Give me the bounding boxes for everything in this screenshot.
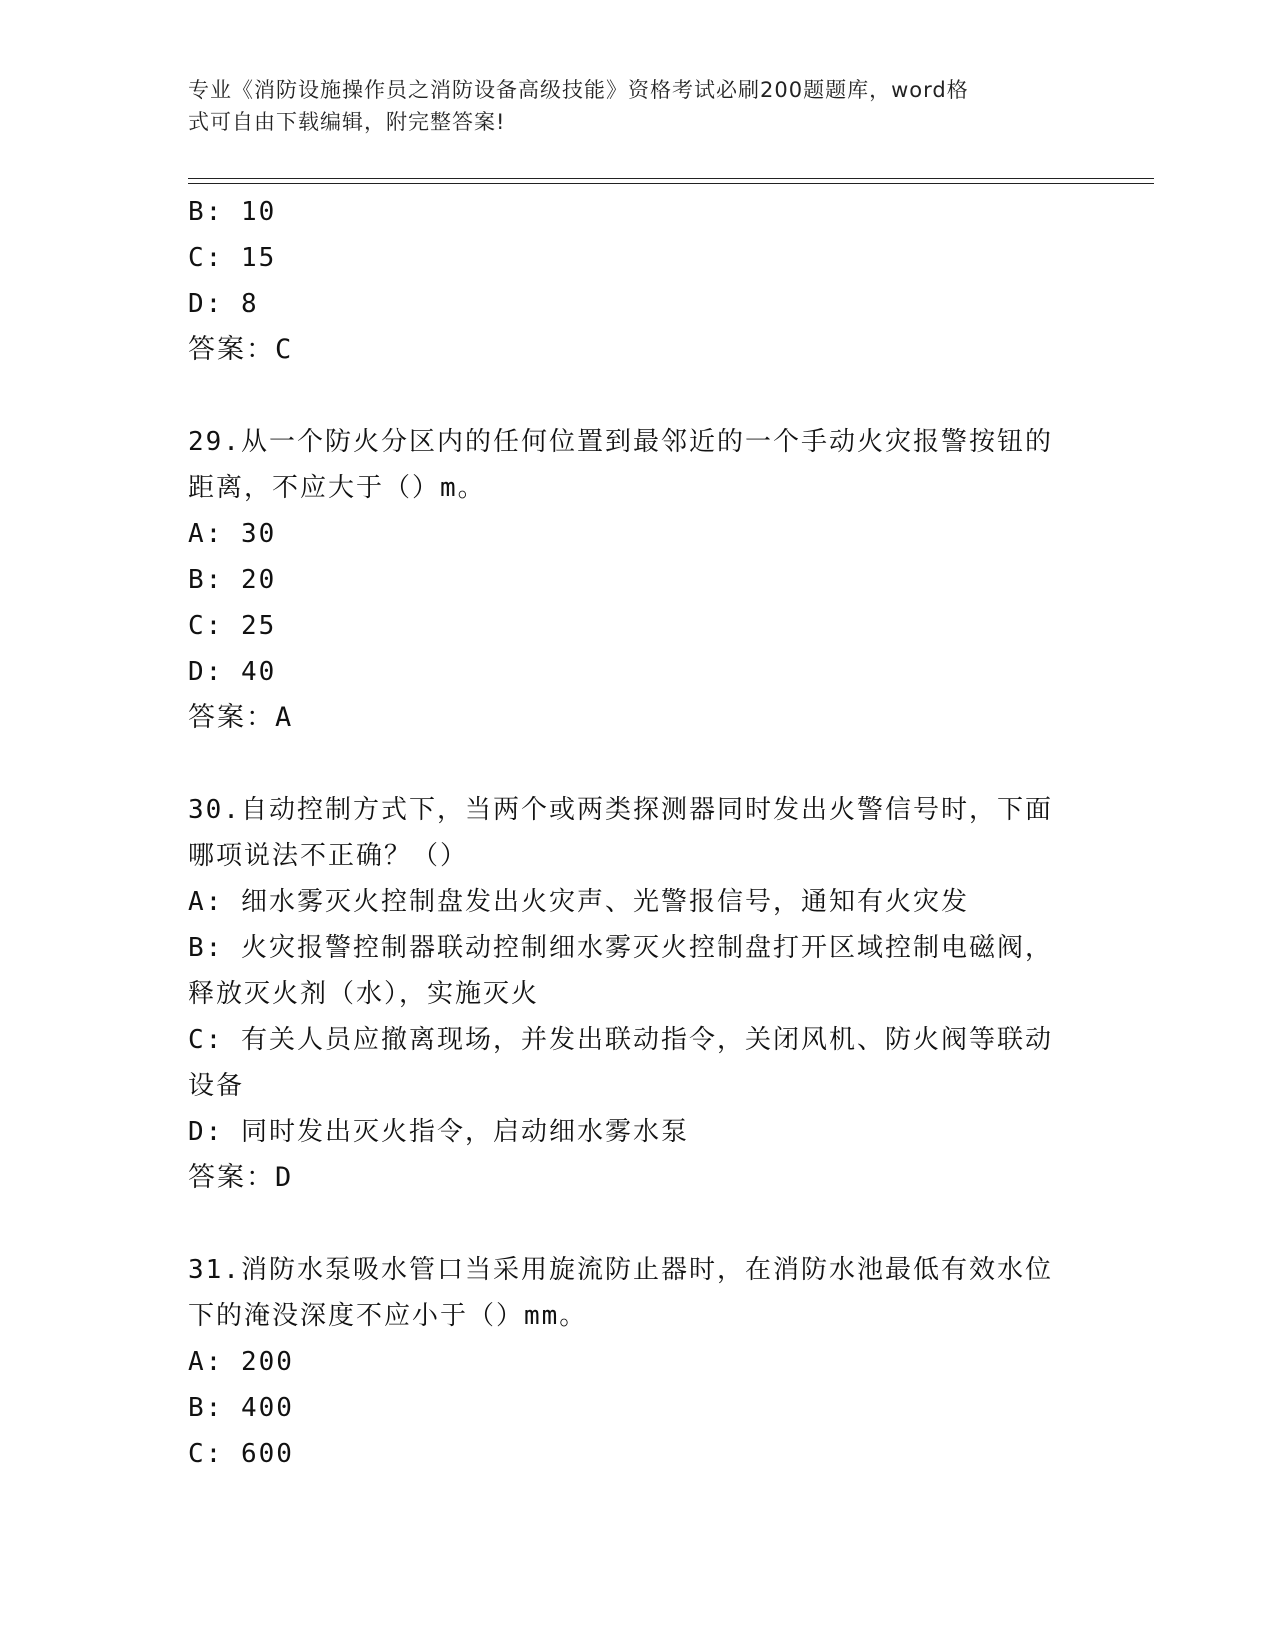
question-28-continued: [188, 189, 1078, 373]
option-key: B:: [188, 565, 224, 595]
question-number: 31.: [188, 1255, 241, 1285]
answer-line: [188, 1155, 1078, 1201]
question-stem: [188, 419, 1078, 465]
answer-value: A: [275, 702, 294, 733]
option-d: [188, 1109, 1078, 1155]
option-c: [188, 1017, 1078, 1063]
option-text: 200: [240, 1347, 294, 1377]
answer-label: 答案：: [188, 702, 275, 733]
option-a: [188, 879, 1078, 925]
option-text: 15: [240, 243, 277, 273]
question-text-line-1: 自动控制方式下，当两个或两类探测器同时发出火警信号时，下面: [240, 795, 1053, 825]
option-text: 细水雾灭火控制盘发出火灾声、光警报信号，通知有火灾发: [240, 887, 969, 917]
option-b: [188, 1385, 1078, 1431]
option-key: B:: [188, 933, 224, 963]
header-divider-top: [188, 178, 1154, 179]
answer-line: [188, 327, 1078, 373]
answer-label: 答案：: [188, 1162, 275, 1193]
question-29: [188, 419, 1078, 741]
option-c: [188, 235, 1078, 281]
question-text-line-2: 下的淹没深度不应小于（）mm。: [188, 1301, 588, 1331]
option-key: D:: [188, 657, 224, 687]
question-30: [188, 787, 1078, 1201]
option-c-continued: 设备: [188, 1071, 245, 1101]
answer-label: 答案：: [188, 334, 275, 365]
option-key: D:: [188, 289, 224, 319]
option-key: A:: [188, 887, 224, 917]
question-number: 29.: [188, 427, 241, 457]
option-b-continued: 释放灭火剂（水），实施灭火: [188, 979, 540, 1009]
question-text-line-1: 从一个防火分区内的任何位置到最邻近的一个手动火灾报警按钮的: [240, 427, 1053, 457]
question-stem: [188, 1247, 1078, 1293]
option-key: A:: [188, 1347, 224, 1377]
option-d: [188, 281, 1078, 327]
answer-line: [188, 695, 1078, 741]
option-text: 30: [240, 519, 277, 549]
option-key: C:: [188, 243, 224, 273]
option-c: [188, 603, 1078, 649]
option-text: 同时发出灭火指令，启动细水雾水泵: [240, 1117, 689, 1147]
option-c: [188, 1431, 1078, 1477]
answer-value: D: [275, 1162, 294, 1193]
option-key: B:: [188, 1393, 224, 1423]
option-b: [188, 925, 1078, 971]
question-text-line-2: 距离，不应大于（）m。: [188, 473, 486, 503]
document-body: [188, 189, 1078, 1477]
document-header: [188, 74, 1068, 138]
header-divider-bottom: [188, 183, 1154, 184]
question-text-line-1: 消防水泵吸水管口当采用旋流防止器时，在消防水池最低有效水位: [240, 1255, 1053, 1285]
option-text: 20: [240, 565, 277, 595]
option-text: 40: [240, 657, 277, 687]
option-key: A:: [188, 519, 224, 549]
option-key: B:: [188, 197, 224, 227]
question-text-line-2: 哪项说法不正确？（）: [188, 841, 469, 871]
option-text: 有关人员应撤离现场，并发出联动指令，关闭风机、防火阀等联动: [240, 1025, 1053, 1055]
option-b: [188, 189, 1078, 235]
option-text: 25: [240, 611, 277, 641]
option-key: C:: [188, 611, 224, 641]
option-key: C:: [188, 1439, 224, 1469]
header-line-1: 专业《消防设施操作员之消防设备高级技能》资格考试必刷200题题库，word格: [188, 78, 969, 102]
header-line-2: 式可自由下载编辑，附完整答案!: [188, 110, 506, 134]
question-number: 30.: [188, 795, 241, 825]
option-key: D:: [188, 1117, 224, 1147]
option-text: 10: [240, 197, 277, 227]
option-text: 600: [240, 1439, 294, 1469]
question-31: [188, 1247, 1078, 1477]
option-text: 8: [240, 289, 259, 319]
option-a: [188, 1339, 1078, 1385]
option-b: [188, 557, 1078, 603]
option-a: [188, 511, 1078, 557]
answer-value: C: [275, 334, 294, 365]
option-key: C:: [188, 1025, 224, 1055]
question-stem: [188, 787, 1078, 833]
option-d: [188, 649, 1078, 695]
option-text: 火灾报警控制器联动控制细水雾灭火控制盘打开区域控制电磁阀，: [240, 933, 1053, 963]
option-text: 400: [240, 1393, 294, 1423]
